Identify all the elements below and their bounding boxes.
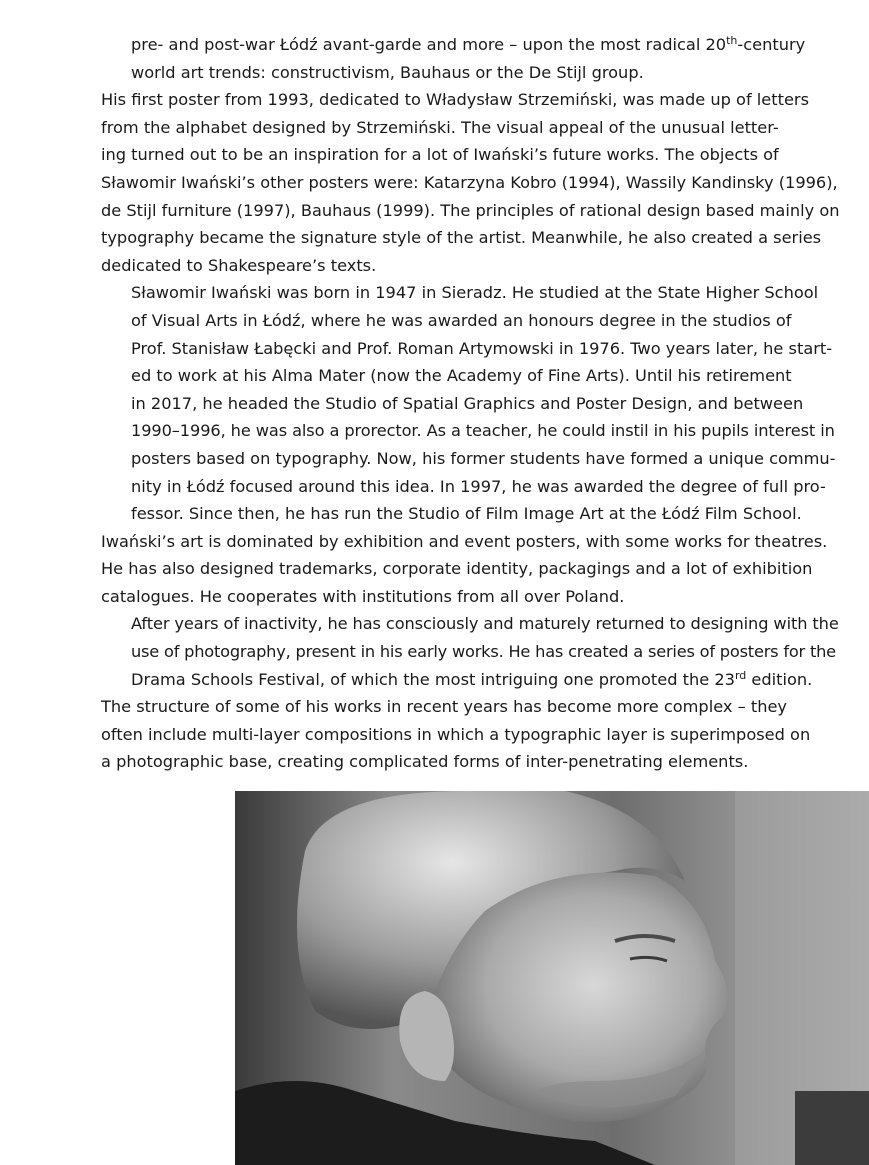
text-line: [101, 500, 841, 528]
text-line: [101, 141, 841, 169]
text-line: [101, 31, 841, 59]
text-line-content: posters based on typography. Now, his former students have formed a unique commu-: [131, 448, 836, 468]
text-line: [101, 279, 841, 307]
text-line: [101, 555, 841, 583]
text-line-content: Sławomir Iwański’s other posters were: Katarzyna Kobro (1994), Wassily Kandinsky (1996),: [101, 172, 838, 192]
text-line-content: Sławomir Iwański was born in 1947 in Sieradz. He studied at the State Higher School: [131, 283, 819, 303]
text-line-content: of Visual Arts in Łódź, where he was awarded an honours degree in the studios of: [131, 310, 792, 330]
text-line: [101, 169, 841, 197]
text-line-tail: edition.: [746, 669, 813, 689]
text-line: [101, 362, 841, 390]
text-line-tail: -century: [737, 35, 806, 54]
text-line: [101, 445, 841, 473]
text-line-content: ing turned out to be an inspiration for a lot of Iwański’s future works. The objects of: [101, 145, 779, 165]
text-line: [101, 307, 841, 335]
text-line-content: The structure of some of his works in recent years has become more complex – they: [101, 697, 787, 717]
text-line: [101, 528, 841, 556]
text-line-content: Drama Schools Festival, of which the most intriguing one promoted the 23: [131, 669, 735, 689]
text-line: [101, 721, 841, 749]
text-line-content: Iwański’s art is dominated by exhibition and event posters, with some works for theatres.: [101, 531, 828, 551]
text-line: [101, 693, 841, 721]
text-line-content: typography became the signature style of the artist. Meanwhile, he also created a series: [101, 228, 822, 248]
text-line: [101, 197, 841, 225]
text-line: [101, 666, 841, 694]
text-line-content: use of photography, present in his early works. He has created a series of posters for the: [131, 642, 836, 662]
text-line: [101, 86, 841, 114]
text-line-content: fessor. Since then, he has run the Studio of Film Image Art at the Łódź Film School.: [131, 504, 802, 524]
text-line: [101, 583, 841, 611]
text-line: [101, 335, 841, 363]
text-line: [101, 638, 841, 666]
superscript: rd: [734, 668, 747, 682]
text-line-content: Prof. Stanisław Łabęcki and Prof. Roman Artymowski in 1976. Two years later, he start-: [131, 338, 833, 358]
text-line-content: a photographic base, creating complicated forms of inter-penetrating elements.: [101, 752, 749, 772]
text-line-content: often include multi-layer compositions in which a typographic layer is superimposed on: [101, 724, 811, 744]
text-line: [101, 252, 841, 280]
text-line-content: 1990–1996, he was also a prorector. As a teacher, he could instil in his pupils interest in: [131, 421, 835, 441]
text-line-content: dedicated to Shakespeare’s texts.: [101, 255, 377, 275]
text-line: [101, 417, 841, 445]
portrait-photo: [235, 791, 869, 1165]
text-line: [101, 390, 841, 418]
text-line: [101, 473, 841, 501]
text-line-content: ed to work at his Alma Mater (now the Academy of Fine Arts). Until his retirement: [131, 366, 792, 386]
text-line-content: He has also designed trademarks, corporate identity, packagings and a lot of exhibition: [101, 559, 813, 579]
text-line-content: from the alphabet designed by Strzemiński. The visual appeal of the unusual letter-: [101, 117, 779, 137]
text-line: [101, 610, 841, 638]
text-line-content: After years of inactivity, he has consciously and maturely returned to designing with the: [131, 614, 839, 634]
text-line-content: catalogues. He cooperates with institutions from all over Poland.: [101, 586, 625, 606]
superscript: th: [726, 34, 738, 47]
text-line-content: His first poster from 1993, dedicated to Władysław Strzemiński, was made up of letters: [101, 90, 810, 110]
text-line-content: de Stijl furniture (1997), Bauhaus (1999). The principles of rational design based mainly on: [101, 200, 840, 220]
text-line: [101, 224, 841, 252]
text-line: [101, 59, 841, 87]
text-line: [101, 114, 841, 142]
text-line-content: in 2017, he headed the Studio of Spatial Graphics and Poster Design, and between: [131, 393, 804, 413]
text-line: [101, 748, 841, 776]
text-line-content: pre- and post-war Łódź avant-garde and more – upon the most radical 20: [131, 35, 727, 54]
text-line-content: world art trends: constructivism, Bauhaus or the De Stijl group.: [131, 62, 644, 82]
text-line-content: nity in Łódź focused around this idea. In 1997, he was awarded the degree of full pro-: [131, 476, 826, 496]
body-text: [101, 31, 841, 776]
